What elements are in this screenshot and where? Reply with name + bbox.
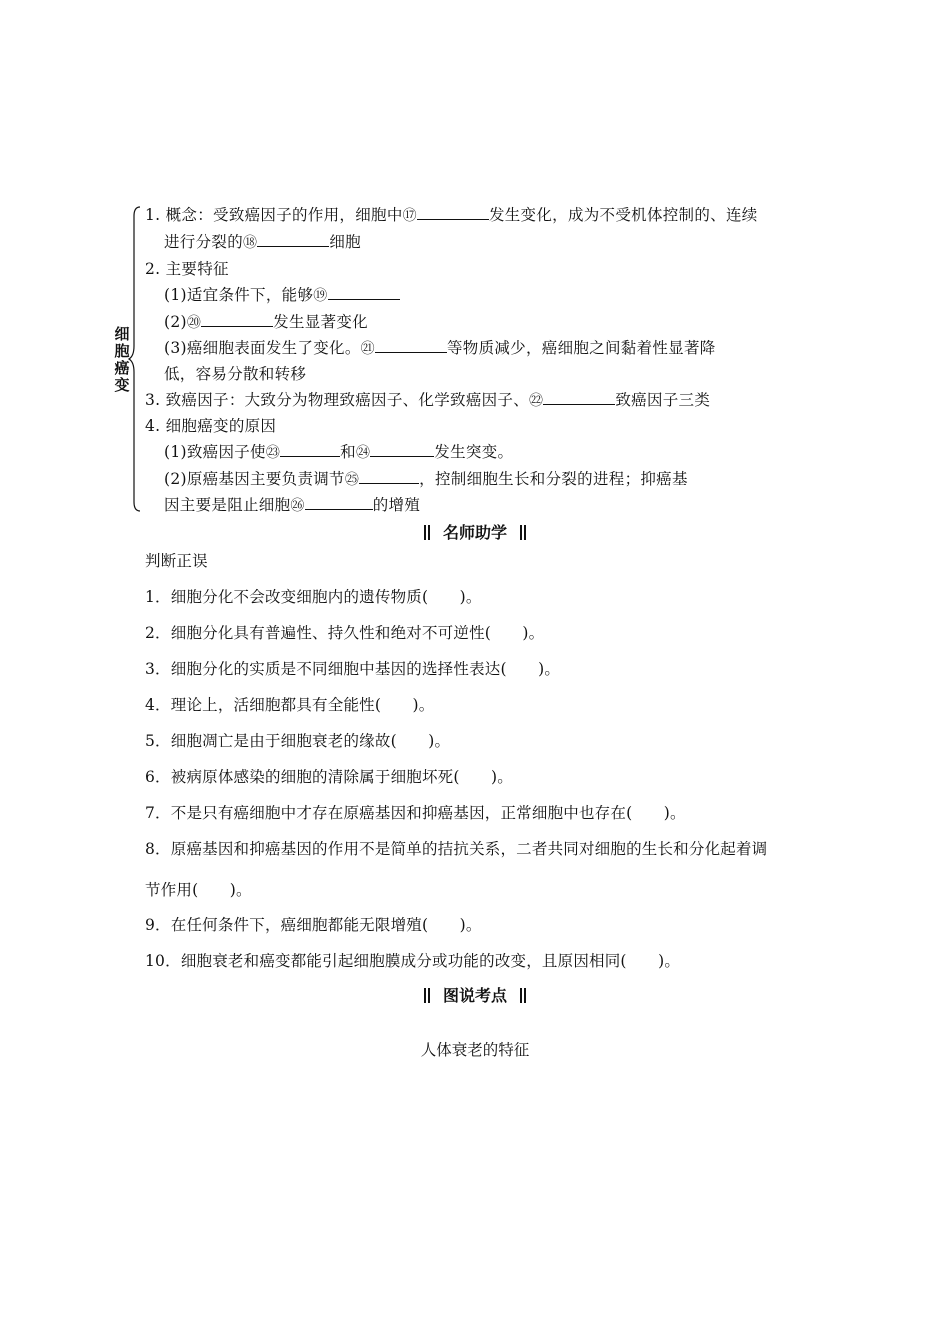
cancer-line-8: 3. 致癌因子：大致分为物理致癌因子、化学致癌因子、㉒ 致癌因子三类 xyxy=(145,391,711,409)
answer-blank[interactable] xyxy=(257,232,329,247)
question-10: 10．细胞衰老和癌变都能引起细胞膜成分或功能的改变，且原因相同( )。 xyxy=(145,952,681,970)
cancer-line-6: (3)癌细胞表面发生了变化。㉑ 等物质减少，癌细胞之间黏着性显著降 xyxy=(164,339,716,357)
answer-blank[interactable] xyxy=(543,390,615,405)
cancer-line-1: 1. 概念：受致癌因子的作用，细胞中⑰ 发生变化，成为不受机体控制的、连续 xyxy=(145,206,758,224)
cancer-line-5: (2)⑳ 发生显著变化 xyxy=(164,313,368,331)
answer-blank[interactable] xyxy=(305,495,373,510)
heading-bar-icon xyxy=(519,985,527,1007)
question-1: 1．细胞分化不会改变细胞内的遗传物质( )。 xyxy=(145,588,482,606)
section-heading-tips: 名师助学 xyxy=(0,522,950,544)
figure-caption: 人体衰老的特征 xyxy=(420,1041,530,1059)
heading-bar-icon xyxy=(423,985,431,1007)
answer-blank[interactable] xyxy=(201,312,273,327)
question-5: 5．细胞凋亡是由于细胞衰老的缘故( )。 xyxy=(145,732,451,750)
answer-blank[interactable] xyxy=(417,205,489,220)
question-3: 3．细胞分化的实质是不同细胞中基因的选择性表达( )。 xyxy=(145,660,561,678)
cancer-line-10: (1)致癌因子使㉓ 和㉔ 发生突变。 xyxy=(164,443,514,461)
cancer-line-9: 4. 细胞癌变的原因 xyxy=(145,417,277,435)
question-7: 7．不是只有癌细胞中才存在原癌基因和抑癌基因，正常细胞中也存在( )。 xyxy=(145,804,686,822)
answer-blank[interactable] xyxy=(359,469,419,484)
cancer-line-7: 低，容易分散和转移 xyxy=(164,365,307,383)
judge-title: 判断正误 xyxy=(145,552,208,570)
answer-blank[interactable] xyxy=(328,285,400,300)
question-8: 8．原癌基因和抑癌基因的作用不是简单的拮抗关系，二者共同对细胞的生长和分化起着调 xyxy=(145,840,768,858)
answer-blank[interactable] xyxy=(280,442,340,457)
question-8-cont: 节作用( )。 xyxy=(145,881,252,899)
section-heading-figure: 图说考点 xyxy=(0,985,950,1007)
question-4: 4．理论上，活细胞都具有全能性( )。 xyxy=(145,696,435,714)
heading-bar-icon xyxy=(519,522,527,544)
section-side-label: 细胞癌变 xyxy=(114,325,130,394)
cancer-line-4: (1)适宜条件下，能够⑲ xyxy=(164,285,400,306)
answer-blank[interactable] xyxy=(370,442,434,457)
question-9: 9．在任何条件下，癌细胞都能无限增殖( )。 xyxy=(145,916,482,934)
cancer-line-2: 进行分裂的⑱ 细胞 xyxy=(164,233,361,251)
cancer-line-3: 2. 主要特征 xyxy=(145,260,229,278)
cancer-line-12: 因主要是阻止细胞㉖ 的增殖 xyxy=(164,496,421,514)
cancer-line-11: (2)原癌基因主要负责调节㉕ ，控制细胞生长和分裂的进程；抑癌基 xyxy=(164,470,688,488)
question-2: 2．细胞分化具有普遍性、持久性和绝对不可逆性( )。 xyxy=(145,624,545,642)
question-6: 6．被病原体感染的细胞的清除属于细胞坏死( )。 xyxy=(145,768,513,786)
heading-bar-icon xyxy=(423,522,431,544)
answer-blank[interactable] xyxy=(375,338,447,353)
